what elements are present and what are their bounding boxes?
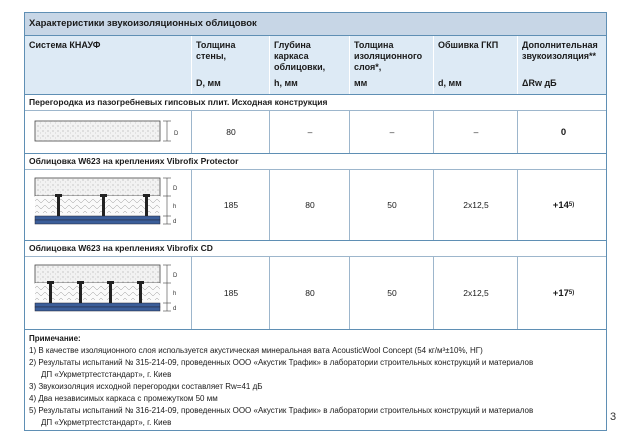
cell-board: 2x12,5 [433,170,518,240]
svg-text:h: h [173,204,177,210]
note-item: ДП «Укрметртестстандарт», г. Киев [41,418,172,427]
dim-label-D: D [174,131,179,137]
partition-lining-cd-drawing [27,261,187,325]
header-insulation-thickness: Толщина изоляционного слоя*, мм [349,36,433,94]
cell-wall-thickness: 185 [191,257,270,329]
table-header [25,36,606,95]
cell-frame-depth: 80 [269,257,350,329]
cell-insulation: 50 [349,170,434,240]
cell-frame-depth: 80 [269,170,350,240]
section-title-base: Перегородка из пазогребневых гипсовых плит. Исходная конструкция [25,95,606,111]
note-item: 5) Результаты испытаний № 316-214-09, проведенных ООО «Акустик Трафик» в лаборатории строительных конструкций и материалов [29,406,534,415]
note-item: 1) В качестве изоляционного слоя используется акустическая минеральная вата AcousticWool Concept (54 кг/м³±10%, НГ) [29,346,483,355]
cell-wall-thickness: 185 [191,170,270,240]
svg-text:D: D [173,186,178,192]
section-title-cd: Облицовка W623 на креплениях Vibrofix CD [25,241,606,257]
header-wall-thickness: Толщина стены, D, мм [191,36,269,94]
table-row [25,111,606,154]
characteristics-table [24,12,607,431]
cell-insulation: – [349,111,434,153]
note-item: 3) Звукоизоляция исходной перегородки составляет Rw=41 дБ [29,382,263,391]
svg-text:h: h [173,291,177,297]
cell-frame-depth: – [269,111,350,153]
notes [25,330,606,429]
notes-title: Примечание: [29,334,81,343]
cell-insulation: 50 [349,257,434,329]
header-system: Система КНАУФ [29,40,101,50]
note-item: ДП «Укрметртестстандарт», г. Киев [41,370,172,379]
svg-text:D: D [173,273,178,279]
cell-wall-thickness: 80 [191,111,270,153]
cell-board: 2x12,5 [433,257,518,329]
note-item: 2) Результаты испытаний № 315-214-09, проведенных ООО «Акустик Трафик» в лаборатории строительных конструкций и материалов [29,358,534,367]
svg-text:d: d [173,306,177,312]
table-row [25,257,606,330]
table-title: Характеристики звукоизоляционных облицовок [25,13,606,36]
note-item: 4) Два независимых каркаса с промежутком 50 мм [29,394,218,403]
cell-board: – [433,111,518,153]
partition-plain-drawing [27,115,187,149]
page-number: 3 [610,411,617,423]
cell-extra-insulation: 0 [517,111,609,153]
header-board: Обшивка ГКП d, мм [433,36,517,94]
table-row [25,170,606,241]
cell-extra-insulation: +14 5) [517,170,609,240]
svg-text:d: d [173,219,177,225]
header-extra-insulation: Дополнительная звукоизоляция** ΔRw дБ [517,36,608,94]
partition-lining-drawing [27,174,187,236]
header-frame-depth: Глубина каркаса облицовки, h, мм [269,36,349,94]
section-title-protector: Облицовка W623 на креплениях Vibrofix Protector [25,154,606,170]
cell-extra-insulation: +17 5) [517,257,609,329]
